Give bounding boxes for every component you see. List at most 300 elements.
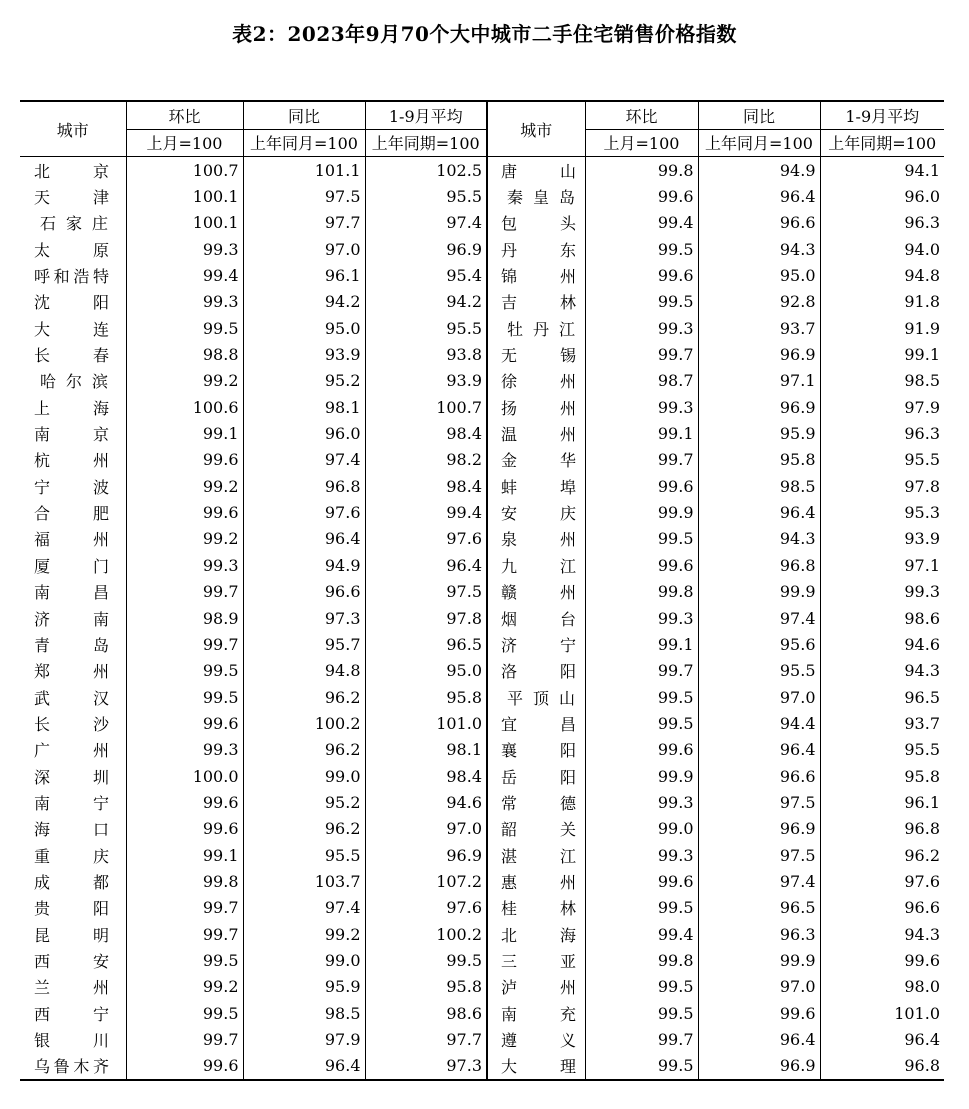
avg-value-right: 91.8: [820, 289, 944, 315]
mom-value-left: 99.7: [126, 631, 243, 657]
mom-value-right: 99.3: [585, 315, 698, 341]
city-cell-right: [487, 315, 585, 341]
mom-value-right: 99.1: [585, 420, 698, 446]
city-name: 西宁: [34, 1004, 109, 1024]
header-mom-base-right: 上月=100: [585, 129, 698, 157]
city-cell-left: [20, 289, 126, 315]
city-cell-left: [20, 974, 126, 1000]
avg-value-left: 98.4: [365, 420, 487, 446]
yoy-value-left: 100.2: [243, 710, 365, 736]
yoy-value-left: 95.9: [243, 974, 365, 1000]
city-name: 九江: [501, 556, 576, 576]
avg-value-left: 96.9: [365, 842, 487, 868]
mom-value-left: 99.6: [126, 447, 243, 473]
city-cell-right: [487, 526, 585, 552]
city-name: 深圳: [34, 767, 109, 787]
city-name: 南宁: [34, 793, 109, 813]
city-cell-left: [20, 473, 126, 499]
mom-value-left: 99.3: [126, 737, 243, 763]
city-name: 乌鲁木齐: [34, 1057, 109, 1077]
yoy-value-left: 96.0: [243, 420, 365, 446]
table-row: [20, 868, 944, 894]
mom-value-right: 99.6: [585, 473, 698, 499]
mom-value-left: 99.5: [126, 1000, 243, 1026]
avg-value-left: 97.6: [365, 526, 487, 552]
table-row: [20, 1000, 944, 1026]
yoy-value-left: 96.2: [243, 684, 365, 710]
header-mom-right: 环比: [585, 101, 698, 129]
city-cell-right: [487, 868, 585, 894]
yoy-value-left: 96.8: [243, 473, 365, 499]
avg-value-left: 101.0: [365, 710, 487, 736]
mom-value-left: 99.3: [126, 552, 243, 578]
yoy-value-right: 99.9: [698, 579, 820, 605]
city-name: 成都: [34, 872, 109, 892]
table-row: [20, 473, 944, 499]
table-row: [20, 842, 944, 868]
avg-value-left: 97.8: [365, 605, 487, 631]
mom-value-right: 99.7: [585, 658, 698, 684]
mom-value-right: 99.6: [585, 183, 698, 209]
table-row: [20, 447, 944, 473]
avg-value-right: 99.6: [820, 947, 944, 973]
yoy-value-right: 97.0: [698, 974, 820, 1000]
mom-value-right: 99.7: [585, 447, 698, 473]
mom-value-left: 99.3: [126, 289, 243, 315]
avg-value-right: 96.3: [820, 210, 944, 236]
yoy-value-right: 95.5: [698, 658, 820, 684]
city-cell-left: [20, 526, 126, 552]
city-name: 惠州: [501, 872, 576, 892]
city-name: 无锡: [501, 346, 576, 366]
city-cell-right: [487, 394, 585, 420]
table-row: [20, 289, 944, 315]
yoy-value-right: 97.4: [698, 868, 820, 894]
city-cell-right: [487, 789, 585, 815]
yoy-value-right: 94.9: [698, 157, 820, 184]
header-yoy-left: 同比: [243, 101, 365, 129]
page-title: 表2：2023年9月70个大中城市二手住宅销售价格指数: [232, 22, 737, 46]
mom-value-left: 99.1: [126, 420, 243, 446]
city-cell-left: [20, 341, 126, 367]
city-name: 合肥: [34, 504, 109, 524]
city-name: 牡丹江: [507, 319, 575, 339]
city-name: 襄阳: [501, 741, 576, 761]
mom-value-right: 99.7: [585, 1026, 698, 1052]
city-cell-right: [487, 579, 585, 605]
avg-value-right: 96.1: [820, 789, 944, 815]
city-cell-left: [20, 737, 126, 763]
yoy-value-right: 95.6: [698, 631, 820, 657]
mom-value-left: 99.6: [126, 1053, 243, 1080]
city-cell-right: [487, 658, 585, 684]
yoy-value-left: 97.4: [243, 447, 365, 473]
city-cell-left: [20, 947, 126, 973]
avg-value-right: 97.6: [820, 868, 944, 894]
yoy-value-right: 96.9: [698, 394, 820, 420]
avg-value-right: 96.6: [820, 895, 944, 921]
city-cell-left: [20, 499, 126, 525]
avg-value-left: 98.1: [365, 737, 487, 763]
table-body: [20, 157, 944, 1081]
city-cell-left: [20, 236, 126, 262]
avg-value-left: 100.7: [365, 394, 487, 420]
city-cell-left: [20, 631, 126, 657]
avg-value-left: 98.4: [365, 473, 487, 499]
city-name: 西安: [34, 951, 109, 971]
mom-value-right: 99.9: [585, 763, 698, 789]
city-name: 南充: [501, 1004, 576, 1024]
mom-value-left: 99.6: [126, 789, 243, 815]
yoy-value-left: 95.2: [243, 789, 365, 815]
avg-value-left: 97.0: [365, 816, 487, 842]
city-name: 海口: [34, 820, 109, 840]
city-name: 宜昌: [501, 714, 576, 734]
mom-value-left: 99.7: [126, 1026, 243, 1052]
yoy-value-right: 97.4: [698, 605, 820, 631]
city-cell-right: [487, 763, 585, 789]
city-cell-right: [487, 605, 585, 631]
header-yoy-right: 同比: [698, 101, 820, 129]
city-name: 杭州: [34, 451, 109, 471]
mom-value-right: 99.6: [585, 868, 698, 894]
city-name: 太原: [34, 240, 109, 260]
city-cell-right: [487, 631, 585, 657]
yoy-value-left: 95.5: [243, 842, 365, 868]
yoy-value-left: 101.1: [243, 157, 365, 184]
header-yoy-base-left: 上年同月=100: [243, 129, 365, 157]
city-name: 温州: [501, 425, 576, 445]
mom-value-right: 99.6: [585, 737, 698, 763]
yoy-value-right: 97.5: [698, 842, 820, 868]
yoy-value-left: 97.0: [243, 236, 365, 262]
yoy-value-left: 96.4: [243, 526, 365, 552]
city-name: 兰州: [34, 978, 109, 998]
table-row: [20, 552, 944, 578]
city-cell-right: [487, 236, 585, 262]
mom-value-left: 98.9: [126, 605, 243, 631]
avg-value-right: 98.6: [820, 605, 944, 631]
city-name: 徐州: [501, 372, 576, 392]
table-row: [20, 816, 944, 842]
avg-value-right: 96.0: [820, 183, 944, 209]
city-cell-left: [20, 842, 126, 868]
avg-value-left: 99.4: [365, 499, 487, 525]
city-name: 泸州: [501, 978, 576, 998]
mom-value-right: 99.7: [585, 341, 698, 367]
city-cell-right: [487, 552, 585, 578]
city-name: 天津: [34, 188, 109, 208]
avg-value-left: 97.5: [365, 579, 487, 605]
city-cell-right: [487, 947, 585, 973]
avg-value-right: 98.0: [820, 974, 944, 1000]
city-name: 呼和浩特: [34, 267, 109, 287]
city-cell-left: [20, 895, 126, 921]
city-name: 韶关: [501, 820, 576, 840]
city-cell-right: [487, 420, 585, 446]
header-avg-right: 1-9月平均: [820, 101, 944, 129]
city-name: 郑州: [34, 662, 109, 682]
yoy-value-right: 97.1: [698, 368, 820, 394]
city-cell-right: [487, 262, 585, 288]
table-header: [20, 101, 944, 157]
yoy-value-right: 96.6: [698, 763, 820, 789]
city-name: 长沙: [34, 714, 109, 734]
avg-value-right: 93.7: [820, 710, 944, 736]
city-name: 宁波: [34, 477, 109, 497]
table-row: [20, 605, 944, 631]
avg-value-left: 96.5: [365, 631, 487, 657]
city-name: 常德: [501, 793, 576, 813]
table-row: [20, 631, 944, 657]
mom-value-right: 99.5: [585, 289, 698, 315]
city-cell-left: [20, 552, 126, 578]
mom-value-right: 99.5: [585, 974, 698, 1000]
avg-value-right: 96.8: [820, 1053, 944, 1080]
yoy-value-right: 96.9: [698, 341, 820, 367]
avg-value-left: 100.2: [365, 921, 487, 947]
city-cell-right: [487, 974, 585, 1000]
mom-value-right: 99.5: [585, 710, 698, 736]
city-name: 厦门: [34, 556, 109, 576]
yoy-value-left: 98.5: [243, 1000, 365, 1026]
avg-value-right: 94.0: [820, 236, 944, 262]
city-name: 扬州: [501, 398, 576, 418]
mom-value-left: 99.5: [126, 315, 243, 341]
city-name: 长春: [34, 346, 109, 366]
avg-value-left: 95.5: [365, 183, 487, 209]
city-cell-right: [487, 684, 585, 710]
avg-value-right: 94.1: [820, 157, 944, 184]
mom-value-right: 98.7: [585, 368, 698, 394]
avg-value-right: 95.5: [820, 737, 944, 763]
city-name: 济宁: [501, 635, 576, 655]
city-name: 赣州: [501, 583, 576, 603]
mom-value-left: 99.7: [126, 579, 243, 605]
header-city-right: 城市: [487, 101, 585, 157]
avg-value-right: 96.8: [820, 816, 944, 842]
table-row: [20, 895, 944, 921]
mom-value-left: 99.6: [126, 816, 243, 842]
mom-value-right: 99.6: [585, 262, 698, 288]
city-name: 秦皇岛: [507, 188, 575, 208]
yoy-value-left: 97.7: [243, 210, 365, 236]
avg-value-right: 97.1: [820, 552, 944, 578]
city-name: 上海: [34, 398, 109, 418]
mom-value-right: 99.8: [585, 947, 698, 973]
city-cell-right: [487, 737, 585, 763]
city-name: 北海: [501, 925, 576, 945]
avg-value-left: 98.6: [365, 1000, 487, 1026]
header-city-left: 城市: [20, 101, 126, 157]
yoy-value-right: 94.3: [698, 526, 820, 552]
mom-value-left: 99.8: [126, 868, 243, 894]
city-name: 三亚: [501, 951, 576, 971]
mom-value-right: 99.5: [585, 236, 698, 262]
yoy-value-left: 94.2: [243, 289, 365, 315]
avg-value-right: 93.9: [820, 526, 944, 552]
table-row: [20, 763, 944, 789]
table-row: [20, 499, 944, 525]
city-cell-left: [20, 157, 126, 184]
yoy-value-right: 94.3: [698, 236, 820, 262]
mom-value-right: 99.6: [585, 552, 698, 578]
yoy-value-left: 94.9: [243, 552, 365, 578]
price-index-table: [20, 100, 944, 1081]
yoy-value-right: 95.9: [698, 420, 820, 446]
city-cell-left: [20, 183, 126, 209]
avg-value-left: 94.6: [365, 789, 487, 815]
yoy-value-right: 92.8: [698, 289, 820, 315]
table-row: [20, 236, 944, 262]
avg-value-left: 93.8: [365, 341, 487, 367]
city-name: 平顶山: [507, 688, 575, 708]
mom-value-right: 99.9: [585, 499, 698, 525]
table-row: [20, 183, 944, 209]
avg-value-left: 95.8: [365, 974, 487, 1000]
mom-value-left: 99.5: [126, 947, 243, 973]
city-cell-left: [20, 605, 126, 631]
city-cell-right: [487, 368, 585, 394]
avg-value-right: 94.3: [820, 658, 944, 684]
city-cell-left: [20, 816, 126, 842]
avg-value-right: 99.3: [820, 579, 944, 605]
yoy-value-left: 94.8: [243, 658, 365, 684]
mom-value-right: 99.4: [585, 921, 698, 947]
avg-value-left: 96.4: [365, 552, 487, 578]
header-mom-base-left: 上月=100: [126, 129, 243, 157]
table-row: [20, 789, 944, 815]
city-cell-right: [487, 157, 585, 184]
avg-value-left: 102.5: [365, 157, 487, 184]
city-cell-right: [487, 1000, 585, 1026]
city-name: 贵阳: [34, 899, 109, 919]
table-row: [20, 315, 944, 341]
mom-value-left: 99.7: [126, 921, 243, 947]
table-row: [20, 658, 944, 684]
city-cell-right: [487, 341, 585, 367]
avg-value-right: 91.9: [820, 315, 944, 341]
avg-value-left: 98.2: [365, 447, 487, 473]
avg-value-right: 97.9: [820, 394, 944, 420]
yoy-value-left: 97.4: [243, 895, 365, 921]
city-cell-left: [20, 710, 126, 736]
mom-value-right: 99.4: [585, 210, 698, 236]
city-cell-right: [487, 842, 585, 868]
header-yoy-base-right: 上年同月=100: [698, 129, 820, 157]
city-name: 遵义: [501, 1031, 576, 1051]
city-name: 南昌: [34, 583, 109, 603]
city-name: 沈阳: [34, 293, 109, 313]
yoy-value-left: 99.0: [243, 947, 365, 973]
city-cell-left: [20, 763, 126, 789]
yoy-value-left: 97.9: [243, 1026, 365, 1052]
avg-value-right: 95.8: [820, 763, 944, 789]
yoy-value-right: 96.3: [698, 921, 820, 947]
table-row: [20, 526, 944, 552]
mom-value-left: 99.2: [126, 974, 243, 1000]
city-name: 武汉: [34, 688, 109, 708]
city-cell-left: [20, 789, 126, 815]
city-name: 北京: [34, 161, 109, 181]
city-cell-right: [487, 895, 585, 921]
mom-value-right: 99.1: [585, 631, 698, 657]
avg-value-left: 96.9: [365, 236, 487, 262]
yoy-value-left: 96.4: [243, 1053, 365, 1080]
city-name: 湛江: [501, 846, 576, 866]
mom-value-left: 99.2: [126, 473, 243, 499]
avg-value-left: 95.4: [365, 262, 487, 288]
header-mom-left: 环比: [126, 101, 243, 129]
avg-value-right: 96.2: [820, 842, 944, 868]
city-cell-right: [487, 289, 585, 315]
mom-value-left: 99.5: [126, 684, 243, 710]
city-cell-left: [20, 684, 126, 710]
avg-value-right: 96.4: [820, 1026, 944, 1052]
city-name: 南京: [34, 425, 109, 445]
avg-value-right: 94.6: [820, 631, 944, 657]
yoy-value-left: 99.2: [243, 921, 365, 947]
yoy-value-right: 96.4: [698, 183, 820, 209]
table-row: [20, 394, 944, 420]
mom-value-left: 99.7: [126, 895, 243, 921]
yoy-value-left: 99.0: [243, 763, 365, 789]
mom-value-left: 99.4: [126, 262, 243, 288]
yoy-value-right: 96.4: [698, 737, 820, 763]
avg-value-left: 97.6: [365, 895, 487, 921]
city-cell-left: [20, 1053, 126, 1080]
yoy-value-left: 95.2: [243, 368, 365, 394]
mom-value-left: 100.7: [126, 157, 243, 184]
mom-value-left: 99.1: [126, 842, 243, 868]
city-cell-left: [20, 394, 126, 420]
yoy-value-left: 103.7: [243, 868, 365, 894]
mom-value-left: 99.3: [126, 236, 243, 262]
mom-value-right: 99.3: [585, 842, 698, 868]
avg-value-left: 95.8: [365, 684, 487, 710]
table-row: [20, 579, 944, 605]
mom-value-right: 99.5: [585, 1000, 698, 1026]
yoy-value-left: 97.6: [243, 499, 365, 525]
city-cell-left: [20, 1026, 126, 1052]
city-name: 唐山: [501, 161, 576, 181]
yoy-value-right: 95.0: [698, 262, 820, 288]
city-name: 银川: [34, 1031, 109, 1051]
yoy-value-left: 97.3: [243, 605, 365, 631]
mom-value-right: 99.5: [585, 1053, 698, 1080]
mom-value-left: 99.6: [126, 499, 243, 525]
city-cell-right: [487, 183, 585, 209]
mom-value-left: 100.6: [126, 394, 243, 420]
city-name: 大理: [501, 1057, 576, 1077]
avg-value-right: 94.3: [820, 921, 944, 947]
yoy-value-right: 94.4: [698, 710, 820, 736]
avg-value-right: 94.8: [820, 262, 944, 288]
city-name: 大连: [34, 319, 109, 339]
mom-value-right: 99.8: [585, 579, 698, 605]
city-name: 重庆: [34, 846, 109, 866]
city-cell-left: [20, 579, 126, 605]
mom-value-right: 99.5: [585, 526, 698, 552]
yoy-value-right: 96.6: [698, 210, 820, 236]
yoy-value-right: 96.9: [698, 1053, 820, 1080]
avg-value-left: 97.3: [365, 1053, 487, 1080]
table-row: [20, 710, 944, 736]
city-cell-left: [20, 1000, 126, 1026]
mom-value-left: 99.2: [126, 368, 243, 394]
table-row: [20, 737, 944, 763]
avg-value-left: 97.4: [365, 210, 487, 236]
